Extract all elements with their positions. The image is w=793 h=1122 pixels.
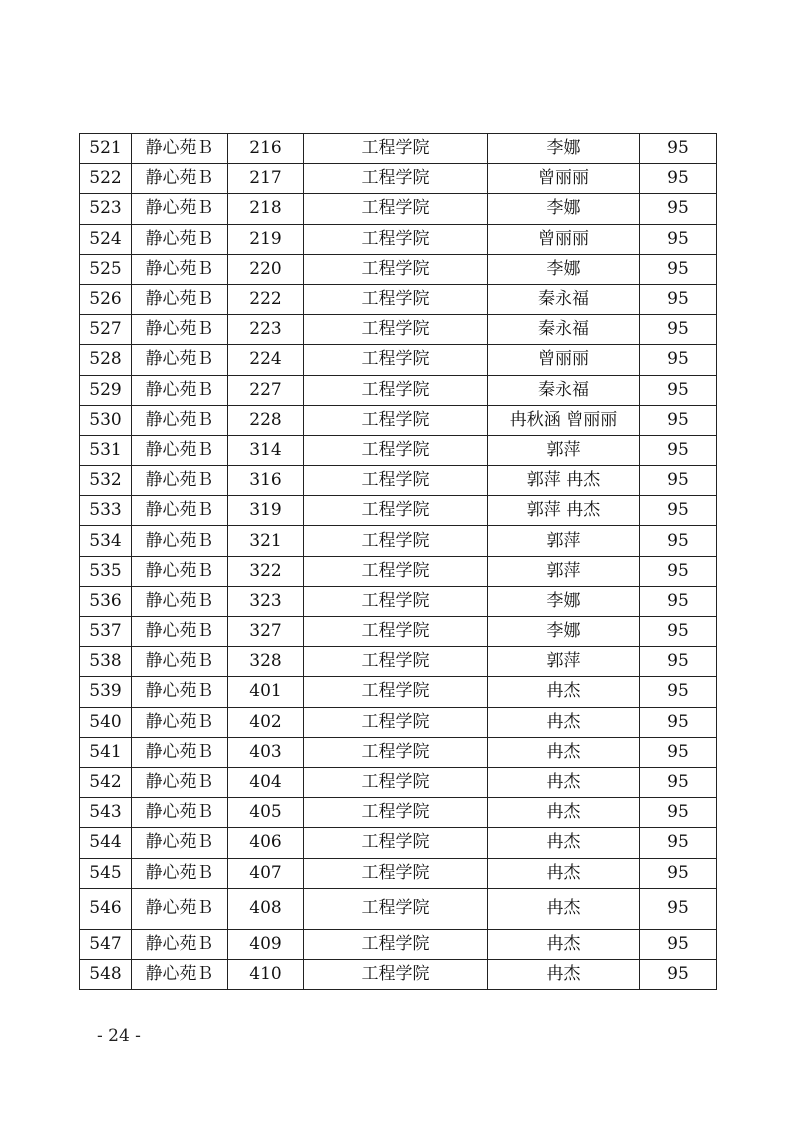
table-row xyxy=(80,617,717,647)
tutor-cell: 郭萍 xyxy=(488,556,640,586)
tutor-cell: 冉杰 xyxy=(488,707,640,737)
table-row xyxy=(80,828,717,858)
row-number-cell: 521 xyxy=(80,134,132,164)
row-number-cell: 531 xyxy=(80,435,132,465)
building-cell: 静心苑Ｂ xyxy=(132,858,228,888)
tutor-cell: 李娜 xyxy=(488,254,640,284)
department-cell: 工程学院 xyxy=(304,929,488,959)
row-number-cell: 528 xyxy=(80,345,132,375)
tutor-cell: 冉杰 xyxy=(488,858,640,888)
department-cell: 工程学院 xyxy=(304,466,488,496)
table-row xyxy=(80,888,717,929)
score-cell: 95 xyxy=(640,315,717,345)
row-number-cell: 530 xyxy=(80,405,132,435)
score-cell: 95 xyxy=(640,526,717,556)
table-row xyxy=(80,284,717,314)
score-cell: 95 xyxy=(640,194,717,224)
row-number-cell: 523 xyxy=(80,194,132,224)
department-cell: 工程学院 xyxy=(304,888,488,929)
tutor-cell: 冉杰 xyxy=(488,677,640,707)
tutor-cell: 李娜 xyxy=(488,586,640,616)
room-cell: 314 xyxy=(228,435,304,465)
score-cell: 95 xyxy=(640,798,717,828)
score-cell: 95 xyxy=(640,858,717,888)
tutor-cell: 冉杰 xyxy=(488,959,640,989)
building-cell: 静心苑Ｂ xyxy=(132,929,228,959)
score-cell: 95 xyxy=(640,556,717,586)
table-row xyxy=(80,345,717,375)
tutor-cell: 曾丽丽 xyxy=(488,345,640,375)
tutor-cell: 冉杰 xyxy=(488,767,640,797)
page-number: - 24 - xyxy=(97,1026,141,1046)
department-cell: 工程学院 xyxy=(304,375,488,405)
department-cell: 工程学院 xyxy=(304,737,488,767)
room-cell: 223 xyxy=(228,315,304,345)
row-number-cell: 525 xyxy=(80,254,132,284)
row-number-cell: 548 xyxy=(80,959,132,989)
table-row xyxy=(80,315,717,345)
tutor-cell: 曾丽丽 xyxy=(488,164,640,194)
room-cell: 401 xyxy=(228,677,304,707)
department-cell: 工程学院 xyxy=(304,496,488,526)
department-cell: 工程学院 xyxy=(304,556,488,586)
building-cell: 静心苑Ｂ xyxy=(132,526,228,556)
row-number-cell: 544 xyxy=(80,828,132,858)
room-cell: 227 xyxy=(228,375,304,405)
department-cell: 工程学院 xyxy=(304,194,488,224)
tutor-cell: 秦永福 xyxy=(488,284,640,314)
score-cell: 95 xyxy=(640,284,717,314)
table-row xyxy=(80,647,717,677)
score-cell: 95 xyxy=(640,345,717,375)
row-number-cell: 532 xyxy=(80,466,132,496)
room-cell: 216 xyxy=(228,134,304,164)
table-row xyxy=(80,526,717,556)
table-row xyxy=(80,164,717,194)
table-row xyxy=(80,929,717,959)
row-number-cell: 537 xyxy=(80,617,132,647)
tutor-cell: 冉杰 xyxy=(488,737,640,767)
room-cell: 404 xyxy=(228,767,304,797)
table-row xyxy=(80,405,717,435)
building-cell: 静心苑Ｂ xyxy=(132,798,228,828)
table-row xyxy=(80,586,717,616)
table-row xyxy=(80,767,717,797)
room-cell: 403 xyxy=(228,737,304,767)
tutor-cell: 秦永福 xyxy=(488,315,640,345)
row-number-cell: 533 xyxy=(80,496,132,526)
building-cell: 静心苑Ｂ xyxy=(132,586,228,616)
room-cell: 319 xyxy=(228,496,304,526)
score-cell: 95 xyxy=(640,828,717,858)
table-row xyxy=(80,798,717,828)
department-cell: 工程学院 xyxy=(304,798,488,828)
row-number-cell: 545 xyxy=(80,858,132,888)
row-number-cell: 529 xyxy=(80,375,132,405)
tutor-cell: 郭萍 冉杰 xyxy=(488,466,640,496)
score-cell: 95 xyxy=(640,466,717,496)
building-cell: 静心苑Ｂ xyxy=(132,375,228,405)
tutor-cell: 冉杰 xyxy=(488,929,640,959)
row-number-cell: 542 xyxy=(80,767,132,797)
table-row xyxy=(80,435,717,465)
score-cell: 95 xyxy=(640,767,717,797)
room-cell: 328 xyxy=(228,647,304,677)
row-number-cell: 522 xyxy=(80,164,132,194)
score-cell: 95 xyxy=(640,435,717,465)
building-cell: 静心苑Ｂ xyxy=(132,737,228,767)
table-body xyxy=(80,134,717,990)
dormitory-score-table xyxy=(79,133,717,990)
room-cell: 323 xyxy=(228,586,304,616)
row-number-cell: 526 xyxy=(80,284,132,314)
room-cell: 409 xyxy=(228,929,304,959)
table-row xyxy=(80,254,717,284)
building-cell: 静心苑Ｂ xyxy=(132,496,228,526)
row-number-cell: 539 xyxy=(80,677,132,707)
room-cell: 402 xyxy=(228,707,304,737)
tutor-cell: 李娜 xyxy=(488,617,640,647)
room-cell: 219 xyxy=(228,224,304,254)
row-number-cell: 543 xyxy=(80,798,132,828)
score-cell: 95 xyxy=(640,707,717,737)
tutor-cell: 冉秋涵 曾丽丽 xyxy=(488,405,640,435)
room-cell: 322 xyxy=(228,556,304,586)
building-cell: 静心苑Ｂ xyxy=(132,315,228,345)
room-cell: 405 xyxy=(228,798,304,828)
department-cell: 工程学院 xyxy=(304,435,488,465)
table-row xyxy=(80,959,717,989)
room-cell: 408 xyxy=(228,888,304,929)
room-cell: 327 xyxy=(228,617,304,647)
table-row xyxy=(80,737,717,767)
department-cell: 工程学院 xyxy=(304,345,488,375)
department-cell: 工程学院 xyxy=(304,315,488,345)
row-number-cell: 540 xyxy=(80,707,132,737)
tutor-cell: 冉杰 xyxy=(488,828,640,858)
score-cell: 95 xyxy=(640,647,717,677)
room-cell: 316 xyxy=(228,466,304,496)
building-cell: 静心苑Ｂ xyxy=(132,466,228,496)
room-cell: 220 xyxy=(228,254,304,284)
score-cell: 95 xyxy=(640,737,717,767)
row-number-cell: 546 xyxy=(80,888,132,929)
room-cell: 217 xyxy=(228,164,304,194)
building-cell: 静心苑Ｂ xyxy=(132,284,228,314)
building-cell: 静心苑Ｂ xyxy=(132,647,228,677)
tutor-cell: 郭萍 冉杰 xyxy=(488,496,640,526)
row-number-cell: 536 xyxy=(80,586,132,616)
building-cell: 静心苑Ｂ xyxy=(132,767,228,797)
row-number-cell: 538 xyxy=(80,647,132,677)
row-number-cell: 534 xyxy=(80,526,132,556)
row-number-cell: 527 xyxy=(80,315,132,345)
building-cell: 静心苑Ｂ xyxy=(132,224,228,254)
table-row xyxy=(80,707,717,737)
building-cell: 静心苑Ｂ xyxy=(132,435,228,465)
department-cell: 工程学院 xyxy=(304,959,488,989)
department-cell: 工程学院 xyxy=(304,586,488,616)
table-row xyxy=(80,496,717,526)
building-cell: 静心苑Ｂ xyxy=(132,556,228,586)
tutor-cell: 郭萍 xyxy=(488,647,640,677)
table-row xyxy=(80,194,717,224)
department-cell: 工程学院 xyxy=(304,405,488,435)
department-cell: 工程学院 xyxy=(304,767,488,797)
score-cell: 95 xyxy=(640,586,717,616)
score-cell: 95 xyxy=(640,224,717,254)
department-cell: 工程学院 xyxy=(304,254,488,284)
tutor-cell: 李娜 xyxy=(488,134,640,164)
building-cell: 静心苑Ｂ xyxy=(132,164,228,194)
score-cell: 95 xyxy=(640,405,717,435)
department-cell: 工程学院 xyxy=(304,828,488,858)
score-cell: 95 xyxy=(640,375,717,405)
building-cell: 静心苑Ｂ xyxy=(132,617,228,647)
score-cell: 95 xyxy=(640,959,717,989)
score-cell: 95 xyxy=(640,164,717,194)
row-number-cell: 524 xyxy=(80,224,132,254)
table-row xyxy=(80,375,717,405)
row-number-cell: 535 xyxy=(80,556,132,586)
room-cell: 228 xyxy=(228,405,304,435)
table-row xyxy=(80,224,717,254)
building-cell: 静心苑Ｂ xyxy=(132,194,228,224)
row-number-cell: 541 xyxy=(80,737,132,767)
tutor-cell: 郭萍 xyxy=(488,435,640,465)
score-cell: 95 xyxy=(640,929,717,959)
score-cell: 95 xyxy=(640,617,717,647)
tutor-cell: 冉杰 xyxy=(488,888,640,929)
score-cell: 95 xyxy=(640,496,717,526)
score-cell: 95 xyxy=(640,254,717,284)
building-cell: 静心苑Ｂ xyxy=(132,959,228,989)
score-cell: 95 xyxy=(640,134,717,164)
room-cell: 321 xyxy=(228,526,304,556)
department-cell: 工程学院 xyxy=(304,677,488,707)
table-row xyxy=(80,677,717,707)
room-cell: 410 xyxy=(228,959,304,989)
table-row xyxy=(80,466,717,496)
tutor-cell: 曾丽丽 xyxy=(488,224,640,254)
room-cell: 406 xyxy=(228,828,304,858)
department-cell: 工程学院 xyxy=(304,224,488,254)
table-row xyxy=(80,858,717,888)
department-cell: 工程学院 xyxy=(304,526,488,556)
table-row xyxy=(80,134,717,164)
room-cell: 218 xyxy=(228,194,304,224)
tutor-cell: 郭萍 xyxy=(488,526,640,556)
building-cell: 静心苑Ｂ xyxy=(132,707,228,737)
tutor-cell: 冉杰 xyxy=(488,798,640,828)
department-cell: 工程学院 xyxy=(304,134,488,164)
department-cell: 工程学院 xyxy=(304,617,488,647)
tutor-cell: 秦永福 xyxy=(488,375,640,405)
building-cell: 静心苑Ｂ xyxy=(132,345,228,375)
department-cell: 工程学院 xyxy=(304,647,488,677)
building-cell: 静心苑Ｂ xyxy=(132,254,228,284)
building-cell: 静心苑Ｂ xyxy=(132,677,228,707)
score-cell: 95 xyxy=(640,677,717,707)
department-cell: 工程学院 xyxy=(304,707,488,737)
room-cell: 222 xyxy=(228,284,304,314)
department-cell: 工程学院 xyxy=(304,858,488,888)
row-number-cell: 547 xyxy=(80,929,132,959)
department-cell: 工程学院 xyxy=(304,284,488,314)
room-cell: 407 xyxy=(228,858,304,888)
building-cell: 静心苑Ｂ xyxy=(132,134,228,164)
department-cell: 工程学院 xyxy=(304,164,488,194)
tutor-cell: 李娜 xyxy=(488,194,640,224)
building-cell: 静心苑Ｂ xyxy=(132,405,228,435)
room-cell: 224 xyxy=(228,345,304,375)
score-cell: 95 xyxy=(640,888,717,929)
building-cell: 静心苑Ｂ xyxy=(132,828,228,858)
building-cell: 静心苑Ｂ xyxy=(132,888,228,929)
table-row xyxy=(80,556,717,586)
